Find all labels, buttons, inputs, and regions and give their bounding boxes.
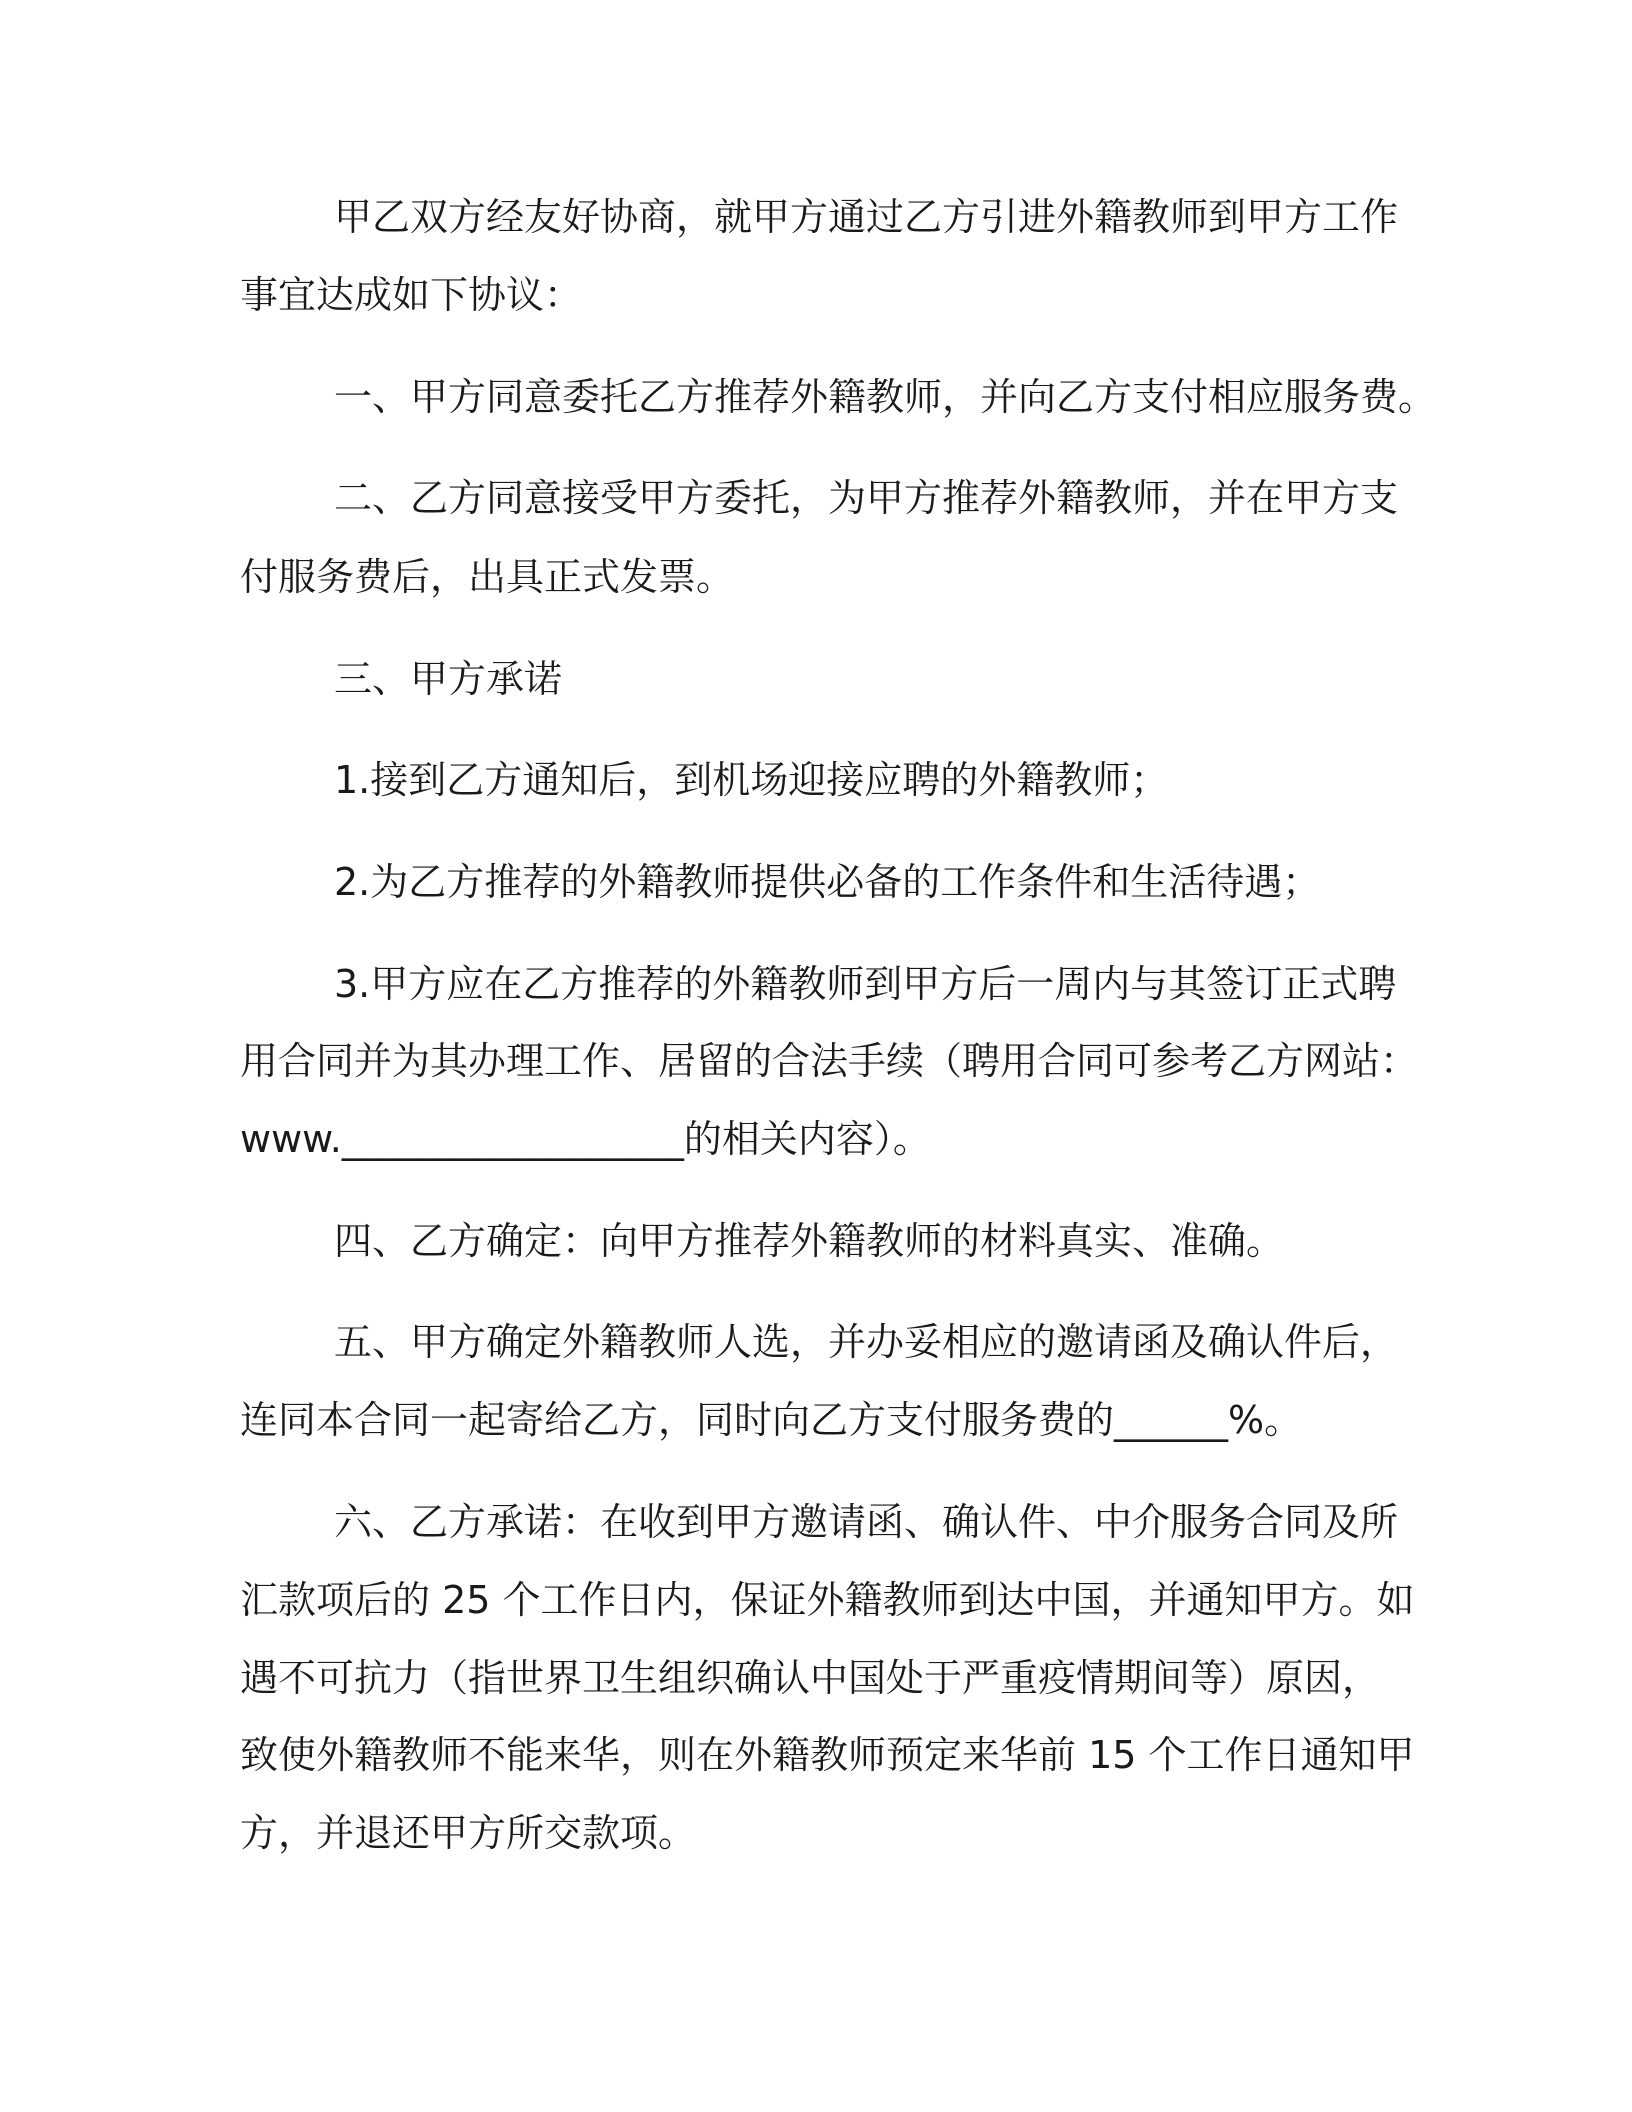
clause-3-item-1: 1.接到乙方通知后，到机场迎接应聘的外籍教师； xyxy=(334,758,1169,802)
preamble-line-1: 甲乙双方经友好协商，就甲方通过乙方引进外籍教师到甲方工作 xyxy=(334,195,1399,239)
clause-6-line-3: 遇不可抗力（指世界卫生组织确认中国处于严重疫情期间等）原因， xyxy=(240,1656,1381,1700)
clause-3-item-3-line-1: 3.甲方应在乙方推荐的外籍教师到甲方后一周内与其签订正式聘 xyxy=(334,962,1397,1006)
clause-3-item-2: 2.为乙方推荐的外籍教师提供必备的工作条件和生活待遇； xyxy=(334,860,1321,904)
clause-5-line-2: 连同本合同一起寄给乙方，同时向乙方支付服务费的______%。 xyxy=(240,1398,1303,1442)
clause-2-line-1: 二、乙方同意接受甲方委托，为甲方推荐外籍教师，并在甲方支 xyxy=(334,476,1399,520)
clause-6-line-4: 致使外籍教师不能来华，则在外籍教师预定来华前 15 个工作日通知甲 xyxy=(240,1733,1415,1777)
clause-6-line-2: 汇款项后的 25 个工作日内，保证外籍教师到达中国，并通知甲方。如 xyxy=(240,1578,1415,1622)
clause-4-line-1: 四、乙方确定：向甲方推荐外籍教师的材料真实、准确。 xyxy=(334,1219,1285,1263)
clause-2-line-2: 付服务费后，出具正式发票。 xyxy=(240,555,735,599)
preamble-line-2: 事宜达成如下协议： xyxy=(240,273,583,317)
clause-3-heading: 三、甲方承诺 xyxy=(334,657,563,701)
clause-6-line-5: 方，并退还甲方所交款项。 xyxy=(240,1811,697,1855)
clause-6-line-1: 六、乙方承诺：在收到甲方邀请函、确认件、中介服务合同及所 xyxy=(334,1500,1399,1544)
clause-5-line-1: 五、甲方确定外籍教师人选，并办妥相应的邀请函及确认件后， xyxy=(334,1320,1399,1364)
clause-3-item-3-line-2: 用合同并为其办理工作、居留的合法手续（聘用合同可参考乙方网站： xyxy=(240,1039,1419,1083)
clause-3-item-3-line-3: www.__________________的相关内容）。 xyxy=(240,1117,931,1161)
clause-1-line-1: 一、甲方同意委托乙方推荐外籍教师，并向乙方支付相应服务费。 xyxy=(334,375,1437,419)
